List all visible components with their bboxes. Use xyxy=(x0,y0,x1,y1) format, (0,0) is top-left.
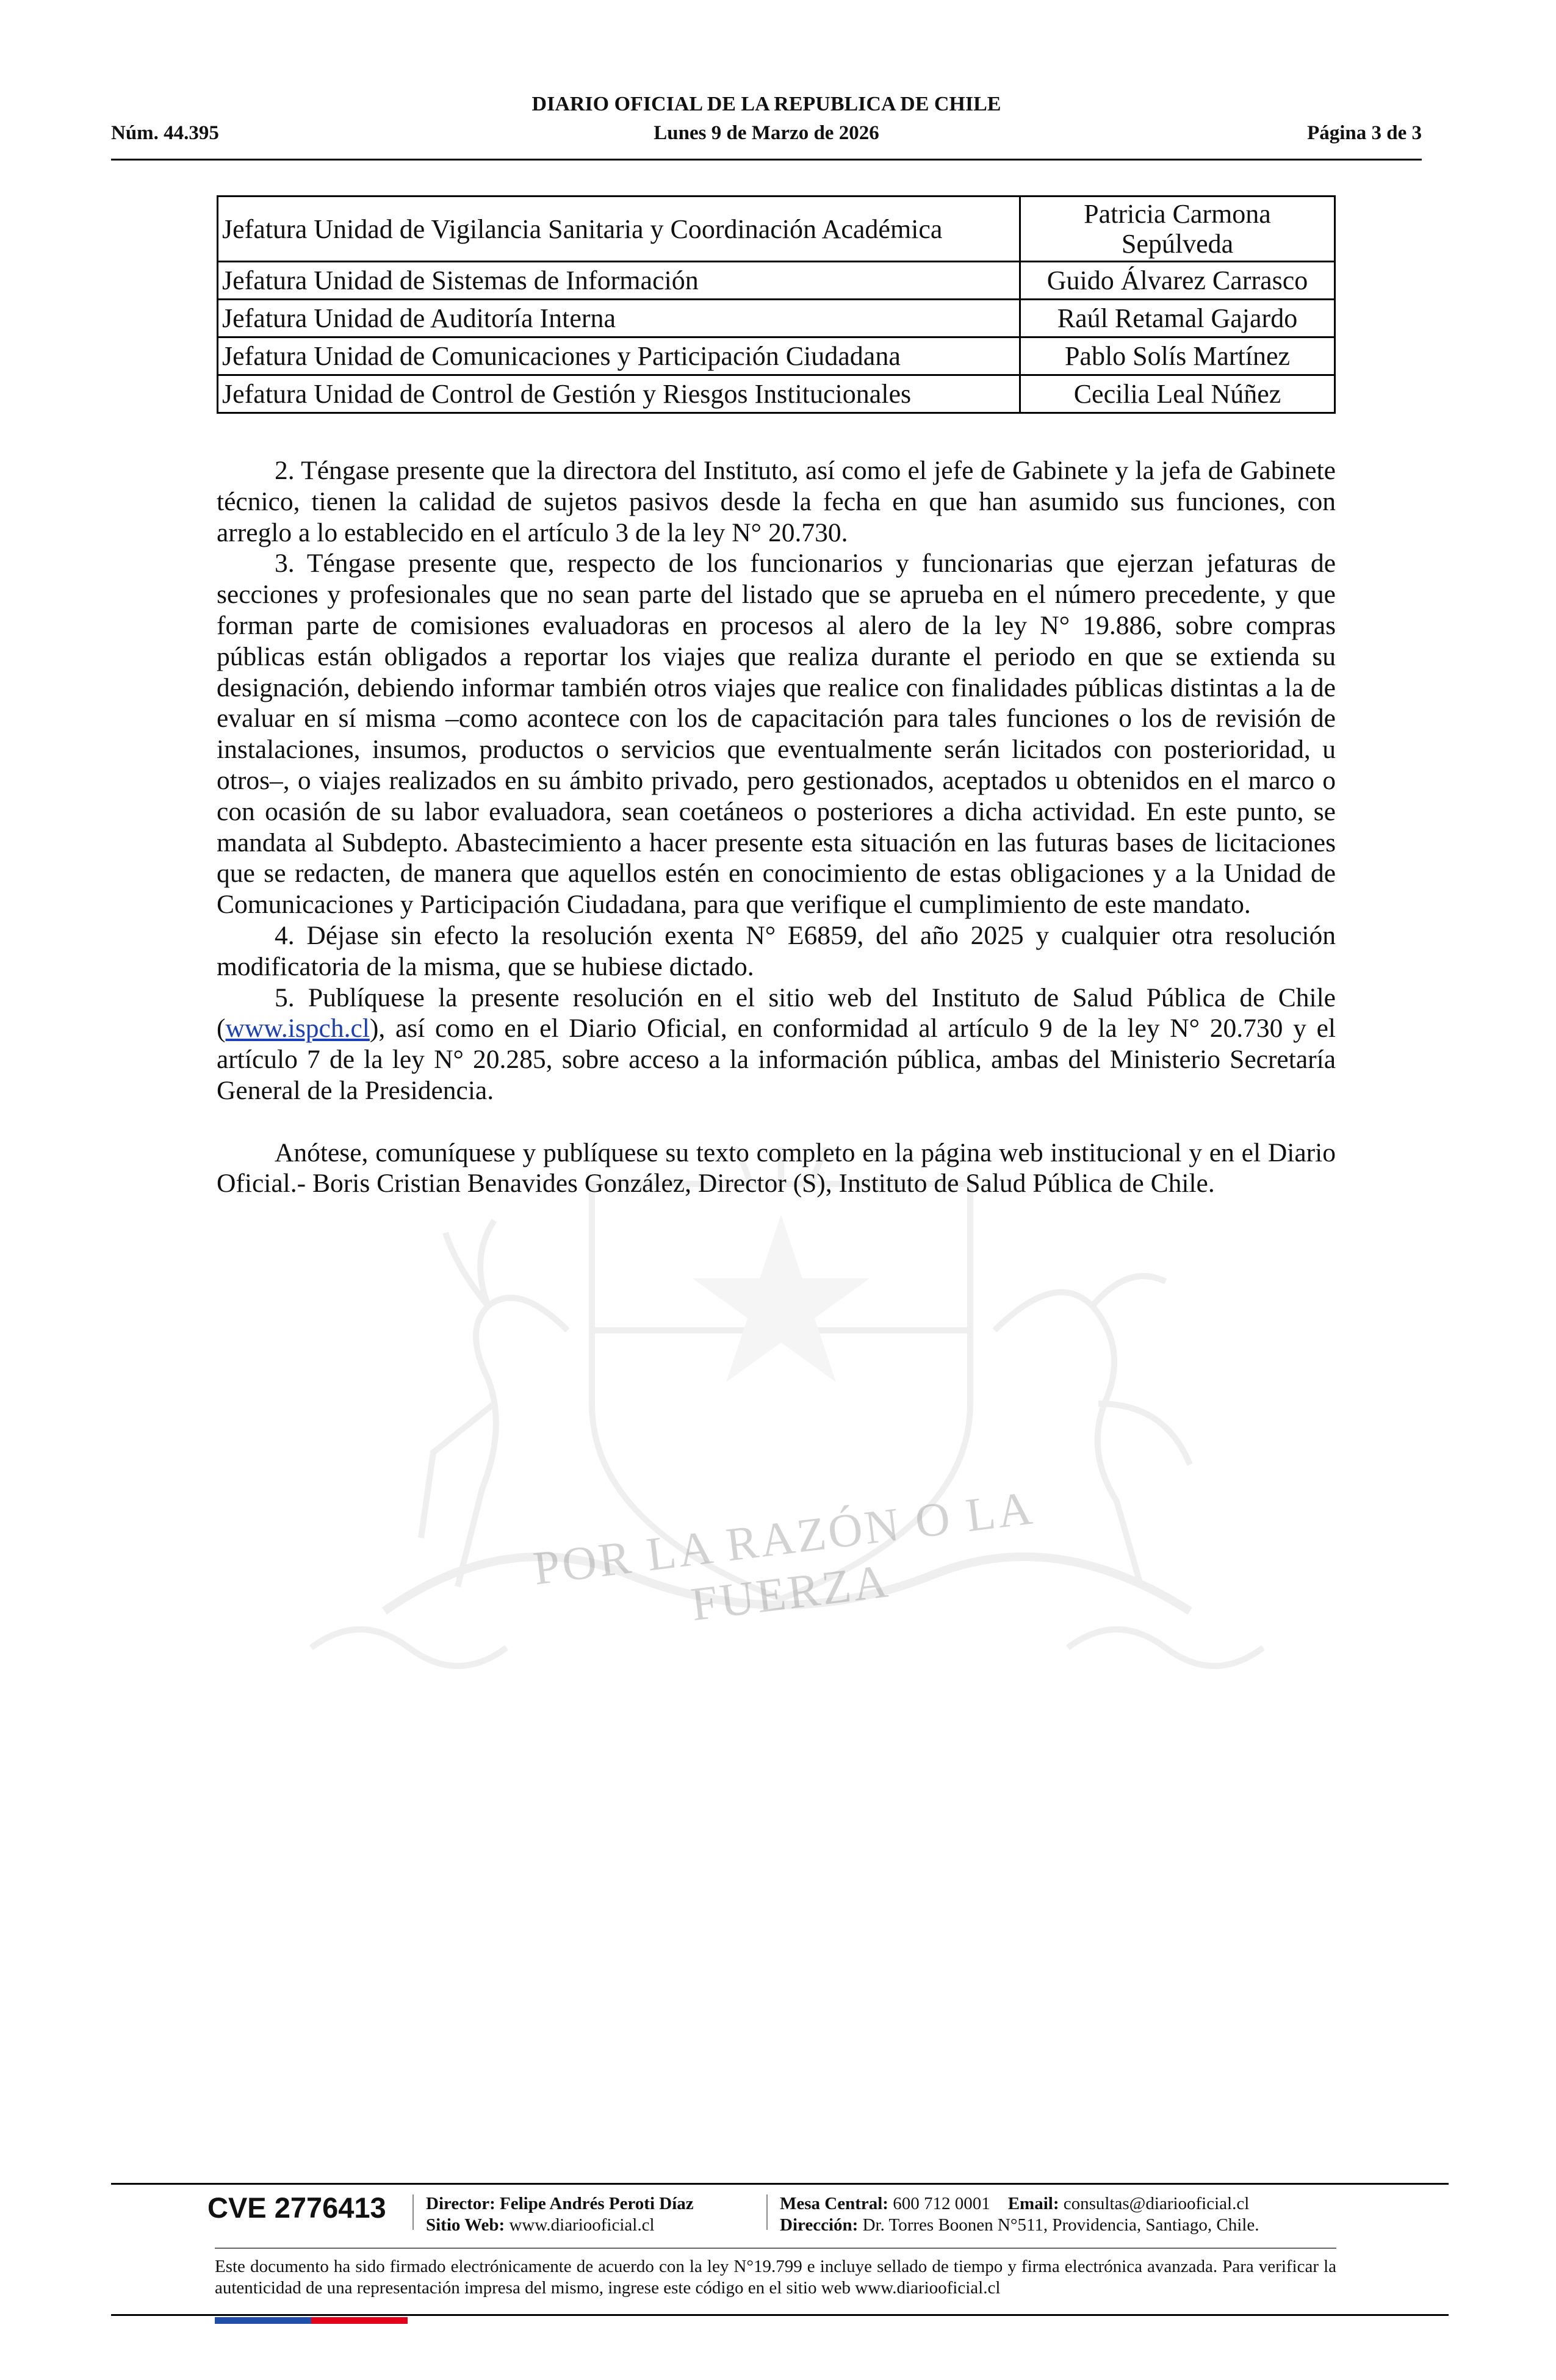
flag-stripe-blue xyxy=(215,2317,311,2324)
flag-stripe xyxy=(215,2317,408,2324)
paragraph-5-text: 5. Publíquese la presente resolución en el sitio web del Instituto de Salud Pública de Chile ( xyxy=(217,983,1336,1044)
name-cell xyxy=(1020,197,1335,262)
address-label: Dirección: xyxy=(780,2215,859,2235)
email-label: Email: xyxy=(1007,2194,1059,2213)
web-label: Sitio Web: xyxy=(426,2215,505,2235)
ispch-link[interactable]: www.ispch.cl xyxy=(225,1014,370,1044)
table-row xyxy=(218,262,1335,300)
paragraph-2: 2. Téngase presente que la directora del Instituto, así como el jefe de Gabinete y la jefa de Gabinete técnico, tienen la calidad de sujetos pasivos desde la fecha en que han asumido sus funciones, con arreglo a lo establecido en el artículo 3 de la ley N° 20.730. xyxy=(217,456,1336,547)
resolution-body xyxy=(217,455,1336,1199)
footer-divider xyxy=(111,2183,1449,2185)
footer-contact-block xyxy=(780,2193,1259,2236)
paragraph-4: 4. Déjase sin efecto la resolución exenta N° E6859, del año 2025 y cualquier otra resolución modificatoria de la misma, que se hubiese dictado. xyxy=(217,920,1336,981)
closing-paragraph: Anótese, comuníquese y publíquese su texto completo en la página web institucional y en el Diario Oficial.- Boris Cristian Benavides González, Director (S), Instituto de Salud Pública de Chile. xyxy=(217,1138,1336,1199)
signature-note: Este documento ha sido firmado electrónicamente de acuerdo con la ley N°19.799 e incluye sellado de tiempo y firma electrónica avanzada. Para verificar la autenticidad de una representación impresa del mismo, ingrese este código en el sitio web www.diariooficial.cl xyxy=(215,2257,1336,2298)
cve-code: CVE 2776413 xyxy=(207,2191,386,2224)
role-cell: Jefatura Unidad de Comunicaciones y Participación Ciudadana xyxy=(218,337,1020,375)
page-number: Página 3 de 3 xyxy=(1307,122,1422,144)
table-row xyxy=(218,337,1335,375)
director-label: Director: xyxy=(426,2194,495,2213)
name-cell: Pablo Solís Martínez xyxy=(1020,337,1335,375)
flag-stripe-red xyxy=(311,2317,408,2324)
email-value: consultas@diariooficial.cl xyxy=(1063,2194,1250,2213)
footer-separator xyxy=(766,2194,768,2230)
page-header xyxy=(111,93,1422,160)
address-value: Dr. Torres Boonen N°511, Providencia, Santiago, Chile. xyxy=(862,2215,1259,2235)
name-cell: Raúl Retamal Gajardo xyxy=(1020,300,1335,337)
newspaper-title: DIARIO OFICIAL DE LA REPUBLICA DE CHILE xyxy=(531,93,1001,115)
footer-director-block xyxy=(426,2193,694,2236)
issue-number: Núm. 44.395 xyxy=(111,122,219,144)
table-row xyxy=(218,197,1335,262)
director-value: Felipe Andrés Peroti Díaz xyxy=(500,2194,694,2213)
issue-date: Lunes 9 de Marzo de 2026 xyxy=(654,122,879,144)
name-cell: Guido Álvarez Carrasco xyxy=(1020,262,1335,300)
mesa-value: 600 712 0001 xyxy=(893,2194,990,2213)
footer-divider xyxy=(215,2248,1336,2249)
paragraph-5-text: ), así como en el Diario Oficial, en conformidad al artículo 9 de la ley N° 20.730 y el artículo 7 de la ley N° 20.285, sobre acceso a la información pública, ambas del Ministerio Secretaría General de la Presidencia. xyxy=(217,1014,1336,1105)
web-value: www.diariooficial.cl xyxy=(509,2215,655,2235)
footer-separator xyxy=(412,2194,414,2230)
role-cell: Jefatura Unidad de Control de Gestión y Riesgos Institucionales xyxy=(218,375,1020,413)
role-cell: Jefatura Unidad de Auditoría Interna xyxy=(218,300,1020,337)
name-cell: Cecilia Leal Núñez xyxy=(1020,375,1335,413)
officials-table xyxy=(217,195,1336,414)
footer-divider xyxy=(111,2314,1449,2316)
watermark-motto: POR LA RAZÓN O LA FUERZA xyxy=(530,1480,1037,1631)
table-row xyxy=(218,375,1335,413)
paragraph-3: 3. Téngase presente que, respecto de los funcionarios y funcionarias que ejerzan jefaturas de secciones y profesionales que no sean parte del listado que se aprueba en el número precedente, y que forman parte de comisiones evaluadoras en procesos al alero de la ley N° 19.886, sobre compras públicas están obligados a reportar los viajes que realiza durante el periodo en que se extienda su designación, debiendo informar también otros viajes que realice con finalidades públicas distintas a la de evaluar en sí misma –como acontece con los de capacitación para tales funciones o los de revisión de instalaciones, insumos, productos o servicios que eventualmente serán licitados con posterioridad, u otros–, o viajes realizados en su ámbito privado, pero gestionados, aceptados u obtenidos en el marco o con ocasión de su labor evaluadora, sean coetáneos o posteriores a dicha actividad. En este punto, se mandata al Subdepto. Abastecimiento a hacer presente esta situación en las futuras bases de licitaciones que se redacten, de manera que aquellos estén en conocimiento de estas obligaciones y a la Unidad de Comunicaciones y Participación Ciudadana, para que verifique el cumplimiento de este mandato. xyxy=(217,549,1336,920)
mesa-label: Mesa Central: xyxy=(780,2194,888,2213)
table-row xyxy=(218,300,1335,337)
name-line: Patricia Carmona xyxy=(1084,199,1271,229)
name-line: Sepúlveda xyxy=(1121,229,1234,259)
role-cell: Jefatura Unidad de Vigilancia Sanitaria y Coordinación Académica xyxy=(218,197,1020,262)
role-cell: Jefatura Unidad de Sistemas de Información xyxy=(218,262,1020,300)
paragraph-5 xyxy=(217,983,1336,1106)
